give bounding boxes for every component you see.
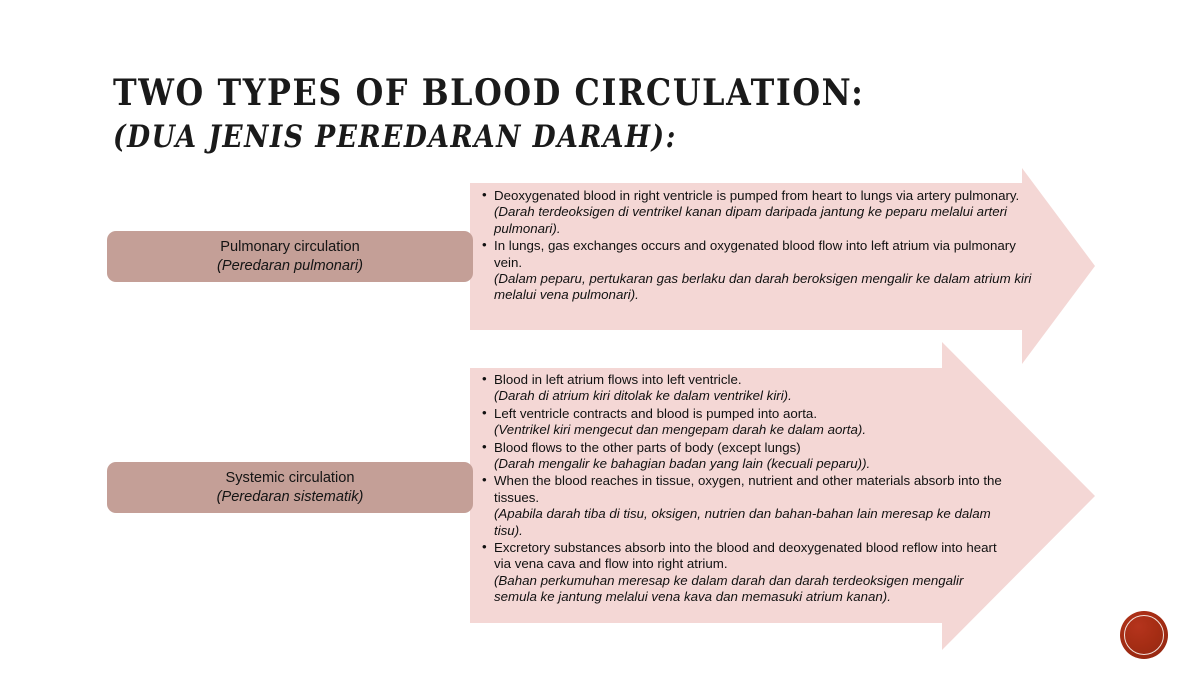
title-line-english: TWO TYPES OF BLOOD CIRCULATION: <box>113 72 865 115</box>
list-item <box>482 372 1002 405</box>
label-text-en: Pulmonary circulation <box>220 238 360 255</box>
systemic-arrow-text <box>482 372 1002 607</box>
list-item <box>482 238 1040 304</box>
pulmonary-arrow-text <box>482 188 1040 305</box>
bullet-text-ms: (Dalam peparu, pertukaran gas berlaku dan darah beroksigen mengalir ke dalam atrium kiri melalui vena pulmonari). <box>494 271 1032 303</box>
label-text-ms: (Peredaran sistematik) <box>216 488 364 505</box>
bullet-text-ms: (Darah di atrium kiri ditolak ke dalam ventrikel kiri). <box>494 388 792 404</box>
list-item <box>482 540 1002 606</box>
bullet-text-ms: (Ventrikel kiri mengecut dan mengepam darah ke dalam aorta). <box>494 422 867 438</box>
list-item <box>482 473 1002 539</box>
bullet-text-en: • In lungs, gas exchanges occurs and oxygenated blood flow into left atrium via pulmonary vein. <box>494 238 1016 270</box>
list-item <box>482 188 1040 237</box>
bullet-text-en: • Left ventricle contracts and blood is pumped into aorta. <box>494 405 818 421</box>
bullet-text-en: • Deoxygenated blood in right ventricle is pumped from heart to lungs via artery pulmonary. <box>494 188 1020 203</box>
sidebar-item-systemic-circulation[interactable] <box>107 462 473 513</box>
bullet-text-en: • Excretory substances absorb into the blood and deoxygenated blood reflow into heart via vena cava and flow into right atrium. <box>494 540 997 572</box>
systemic-bullet-list <box>482 372 1002 606</box>
sidebar-item-pulmonary-circulation[interactable] <box>107 231 473 282</box>
list-item <box>482 440 1002 473</box>
pulmonary-bullet-list <box>482 188 1040 304</box>
bullet-text-ms: (Darah terdeoksigen di ventrikel kanan dipam daripada jantung ke peparu melalui arteri pulmonari). <box>494 204 1007 236</box>
page-title <box>113 72 865 156</box>
pulmonary-circulation-arrow <box>470 168 1095 364</box>
bullet-text-ms: (Bahan perkumuhan meresap ke dalam darah dan darah terdeoksigen mengalir semula ke jantung melalui vena kava dan memasuki atrium kanan). <box>494 572 964 605</box>
bullet-text-en: • When the blood reaches in tissue, oxygen, nutrient and other materials absorb into the tissues. <box>494 473 1002 505</box>
label-text-en: Systemic circulation <box>225 469 355 486</box>
systemic-circulation-arrow <box>470 342 1095 650</box>
bullet-text-en: • Blood flows to the other parts of body (except lungs) <box>494 439 801 455</box>
bullet-text-en: • Blood in left atrium flows into left ventricle. <box>494 372 742 387</box>
list-item <box>482 406 1002 439</box>
title-line-malay: (DUA JENIS PEREDARAN DARAH): <box>113 119 677 156</box>
bullet-text-ms: (Darah mengalir ke bahagian badan yang lain (kecuali peparu)). <box>494 456 871 472</box>
bullet-text-ms: (Apabila darah tiba di tisu, oksigen, nutrien dan bahan-bahan lain meresap ke dalam tisu). <box>494 506 991 538</box>
label-text-ms: (Peredaran pulmonari) <box>216 257 363 274</box>
red-wax-seal-logo-icon <box>1120 611 1168 659</box>
